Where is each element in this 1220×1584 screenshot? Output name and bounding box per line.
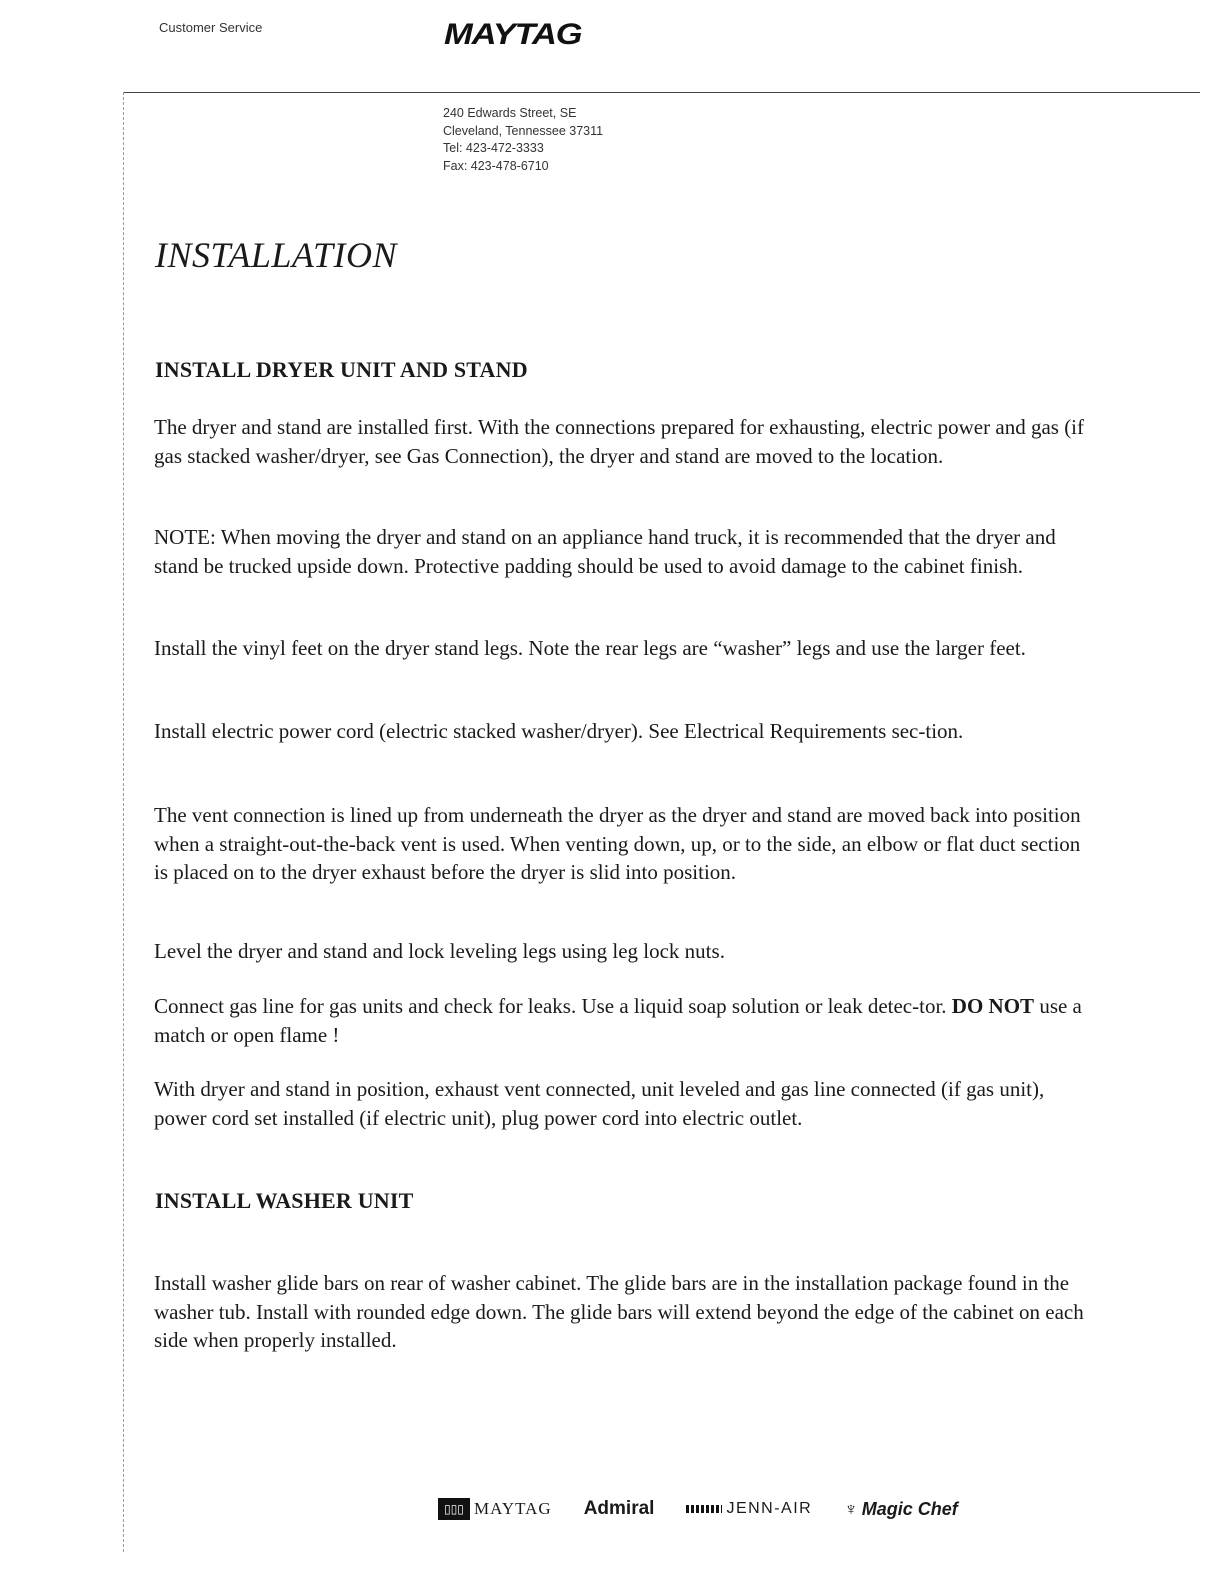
left-margin-rule: [123, 92, 124, 1552]
maytag-wordmark: MAYTAG: [474, 1499, 552, 1518]
footer-brand-maytag: [438, 1498, 552, 1520]
address-street: 240 Edwards Street, SE: [443, 106, 577, 120]
paragraph-final-connection: With dryer and stand in position, exhaust vent connected, unit leveled and gas line connected (if gas unit), power cord set installed (if electric unit), plug power cord into electric outlet.: [154, 1077, 1045, 1130]
section-heading-dryer: INSTALL DRYER UNIT AND STAND: [155, 357, 528, 382]
address-fax: Fax: 423-478-6710: [443, 158, 549, 173]
section-heading-washer: INSTALL WASHER UNIT: [155, 1188, 414, 1213]
footer-brand-jenn-air: [686, 1500, 812, 1518]
address-city: Cleveland, Tennessee 37311: [443, 123, 604, 138]
chef-hat-icon: ♆: [844, 1498, 858, 1519]
paragraph-dryer-intro: The dryer and stand are installed first. With the connections prepared for exhausting, electric power and gas (if gas stacked washer/dryer, see Gas Connection), the dryer and stand are moved to the location.: [154, 415, 1085, 468]
paragraph-glide-bars: Install washer glide bars on rear of washer cabinet. The glide bars are in the installation package found in the washer tub. Install with rounded edge down. The glide bars will extend beyond the edge of the cabinet on each side when properly installed.: [154, 1271, 1084, 1352]
jenn-air-stripes-icon: [686, 1505, 722, 1513]
top-rule: [124, 92, 1200, 93]
page-title: INSTALLATION: [155, 235, 398, 275]
maytag-mark-icon: ▯▯▯: [438, 1498, 470, 1520]
footer-brand-logos: [438, 1494, 958, 1524]
address-block: [443, 105, 603, 175]
paragraph-vinyl-feet: Install the vinyl feet on the dryer stand legs. Note the rear legs are “washer” legs and use the larger feet.: [154, 636, 1026, 660]
paragraph-vent-connection: The vent connection is lined up from underneath the dryer as the dryer and stand are moved back into position when a straight-out-the-back vent is used. When venting down, up, or to the side, an elbow or flat duct section is placed on to the dryer exhaust before the dryer is slid into position.: [154, 803, 1081, 884]
footer-brand-admiral: [584, 1498, 655, 1520]
do-not-warning: DO NOT: [951, 994, 1035, 1018]
paragraph-gas-line: [154, 992, 1084, 1049]
gas-line-text: Connect gas line for gas units and check for leaks. Use a liquid soap solution or leak detec-tor.: [154, 994, 952, 1018]
maytag-logo: MAYTAG: [444, 18, 582, 51]
gas-line-text-end: use a match or open flame !: [154, 994, 1082, 1047]
address-tel: Tel: 423-472-3333: [443, 141, 544, 155]
paragraph-note: NOTE: When moving the dryer and stand on an appliance hand truck, it is recommended that the dryer and stand be trucked upside down. Protective padding should be used to avoid damage to the cabinet finish.: [154, 525, 1056, 578]
magic-chef-wordmark: Magic Chef: [861, 1498, 958, 1519]
admiral-wordmark: Admiral: [583, 1498, 655, 1519]
header-label: Customer Service: [159, 20, 263, 35]
paragraph-power-cord: Install electric power cord (electric stacked washer/dryer). See Electrical Requirements sec-tion.: [154, 719, 964, 743]
jenn-air-wordmark: JENN-AIR: [726, 1500, 813, 1517]
footer-brand-magic-chef: [844, 1499, 958, 1520]
paragraph-level-dryer: Level the dryer and stand and lock leveling legs using leg lock nuts.: [154, 939, 725, 963]
